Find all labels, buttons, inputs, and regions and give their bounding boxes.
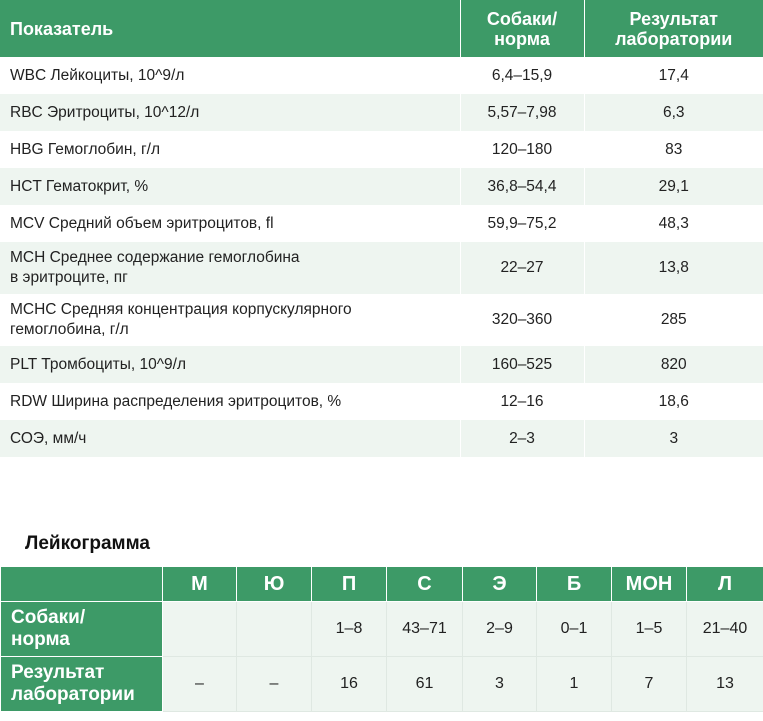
leukogram-result-cell: – — [237, 657, 312, 712]
leukogram-col-header: М — [163, 567, 237, 602]
norm-cell: 36,8–54,4 — [460, 168, 584, 205]
leukogram-col-header: Б — [537, 567, 612, 602]
leukogram-norm-cell: 0–1 — [537, 602, 612, 657]
leukogram-norm-cell: 21–40 — [687, 602, 763, 657]
norm-cell: 320–360 — [460, 294, 584, 346]
table-row — [0, 346, 763, 383]
leukogram-norm-cell — [237, 602, 312, 657]
result-cell: 29,1 — [584, 168, 763, 205]
norm-cell: 160–525 — [460, 346, 584, 383]
leukogram-norm-cell: 1–8 — [312, 602, 387, 657]
leukogram-norm-cell: 43–71 — [387, 602, 463, 657]
leukogram-result-cell: 7 — [612, 657, 687, 712]
leukogram-result-cell: 3 — [463, 657, 537, 712]
result-cell: 13,8 — [584, 242, 763, 294]
norm-cell: 12–16 — [460, 383, 584, 420]
table-row — [0, 420, 763, 457]
norm-cell: 6,4–15,9 — [460, 57, 584, 94]
header-indicator: Показатель — [0, 0, 460, 57]
leukogram-corner — [1, 567, 163, 602]
leukogram-result-cell: – — [163, 657, 237, 712]
norm-cell: 5,57–7,98 — [460, 94, 584, 131]
result-cell: 6,3 — [584, 94, 763, 131]
indicator-cell: PLT Тромбоциты, 10^9/л — [0, 346, 460, 383]
header-norm — [460, 0, 584, 57]
result-label-line2: лаборатории — [11, 684, 135, 705]
indicator-cell: HCT Гематокрит, % — [0, 168, 460, 205]
indicator-cell — [0, 294, 460, 346]
leukogram-table — [0, 566, 763, 712]
norm-cell: 120–180 — [460, 131, 584, 168]
result-cell: 820 — [584, 346, 763, 383]
header-result-line2: лаборатории — [615, 28, 733, 49]
result-cell: 48,3 — [584, 205, 763, 242]
indicator-line1: MCHC Средняя концентрация корпускулярного — [10, 301, 352, 318]
indicator-cell: RDW Ширина распределения эритроцитов, % — [0, 383, 460, 420]
result-cell: 18,6 — [584, 383, 763, 420]
indicator-cell: СОЭ, мм/ч — [0, 420, 460, 457]
leukogram-result-cell: 16 — [312, 657, 387, 712]
leukogram-col-header: П — [312, 567, 387, 602]
leukogram-col-header: МОН — [612, 567, 687, 602]
norm-label-line1: Собаки/ — [11, 607, 86, 628]
norm-cell: 59,9–75,2 — [460, 205, 584, 242]
leukogram-col-header: Л — [687, 567, 763, 602]
leukogram-norm-cell: 1–5 — [612, 602, 687, 657]
leukogram-col-header: С — [387, 567, 463, 602]
indicator-line2: в эритроците, пг — [10, 269, 128, 286]
leukogram-norm-label — [1, 602, 163, 657]
indicator-cell — [0, 242, 460, 294]
norm-cell: 2–3 — [460, 420, 584, 457]
leukogram-result-label — [1, 657, 163, 712]
result-cell: 285 — [584, 294, 763, 346]
leukogram-header-row — [1, 567, 763, 602]
table-header-row — [0, 0, 763, 57]
table-row — [0, 294, 763, 346]
leukogram-norm-cell — [163, 602, 237, 657]
indicator-cell: WBC Лейкоциты, 10^9/л — [0, 57, 460, 94]
table-row — [0, 168, 763, 205]
result-cell: 17,4 — [584, 57, 763, 94]
leukogram-norm-row — [1, 602, 763, 657]
leukogram-result-cell: 13 — [687, 657, 763, 712]
indicator-cell: MCV Средний объем эритроцитов, fl — [0, 205, 460, 242]
indicator-cell: HBG Гемоглобин, г/л — [0, 131, 460, 168]
leukogram-norm-cell: 2–9 — [463, 602, 537, 657]
leukogram-result-cell: 61 — [387, 657, 463, 712]
table-row — [0, 242, 763, 294]
leukogram-result-row — [1, 657, 763, 712]
norm-label-line2: норма — [11, 629, 70, 650]
table-row — [0, 383, 763, 420]
table-row — [0, 205, 763, 242]
indicator-cell: RBC Эритроциты, 10^12/л — [0, 94, 460, 131]
leukogram-col-header: Э — [463, 567, 537, 602]
norm-cell: 22–27 — [460, 242, 584, 294]
table-row — [0, 57, 763, 94]
table-row — [0, 94, 763, 131]
header-result-line1: Результат — [629, 8, 718, 29]
header-norm-line1: Собаки/ — [486, 8, 558, 29]
indicator-line1: MCH Среднее содержание гемоглобина — [10, 249, 300, 266]
header-norm-line2: норма — [494, 28, 550, 49]
result-label-line1: Результат — [11, 662, 105, 683]
leukogram-col-header: Ю — [237, 567, 312, 602]
result-cell: 3 — [584, 420, 763, 457]
indicator-line2: гемоглобина, г/л — [10, 321, 129, 338]
leukogram-result-cell: 1 — [537, 657, 612, 712]
header-result — [584, 0, 763, 57]
result-cell: 83 — [584, 131, 763, 168]
table-row — [0, 131, 763, 168]
leukogram-title: Лейкограмма — [25, 533, 150, 554]
